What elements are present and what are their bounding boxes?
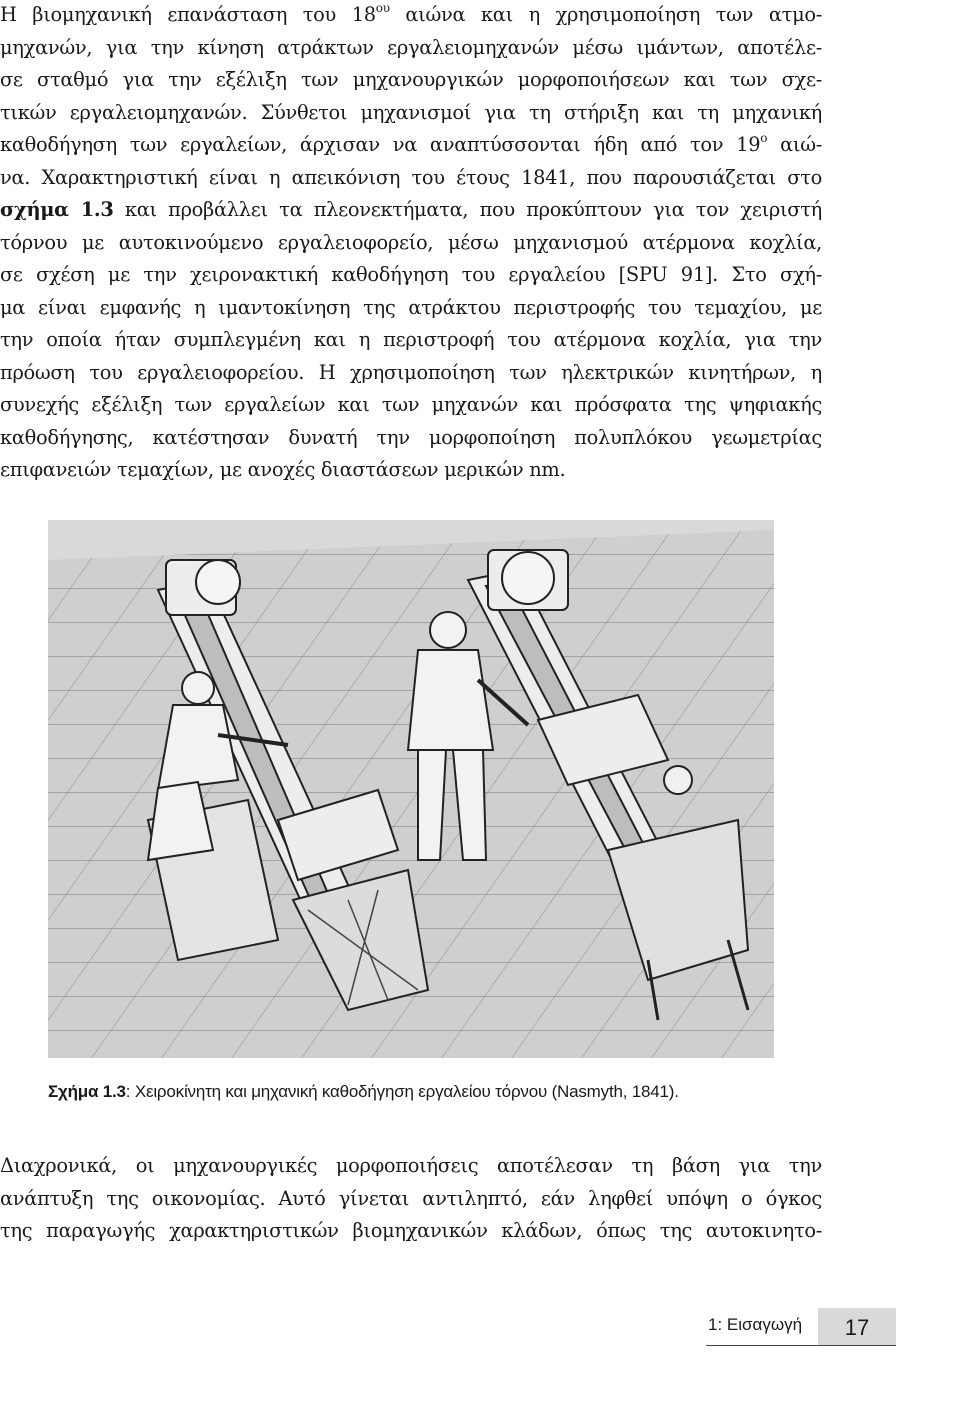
- text-line: συνεχής εξέλιξη των εργαλείων και των μηχανών και πρόσφατα της ψηφιακής: [0, 393, 822, 416]
- superscript: ου: [375, 0, 390, 15]
- text-line: σε σχέση με την χειρονακτική καθοδήγηση του εργαλείου [SPU 91]. Στο σχή-: [0, 263, 822, 286]
- text-line: τόρνου με αυτοκινούμενο εργαλειοφορείο, μέσω μηχανισμού ατέρμονα κοχλία,: [0, 230, 822, 254]
- intro-paragraph: [0, 0, 822, 487]
- text-line: Διαχρονικά, οι μηχανουργικές μορφοποιήσεις αποτέλεσαν τη βάση για την: [0, 1154, 822, 1177]
- text-line: πρόωση του εργαλειοφορείου. Η χρησιμοποίηση των ηλεκτρικών κινητήρων, η: [0, 360, 822, 384]
- text-line: καθοδήγησης, κατέστησαν δυνατή την μορφοποίηση πολυπλόκου γεωμετρίας: [0, 425, 822, 449]
- second-paragraph: [0, 1150, 822, 1248]
- text-line: σε σταθμό για την εξέλιξη των μηχανουργικών μορφοποιήσεων και των σχε-: [0, 68, 822, 91]
- lathe-illustration: [48, 520, 774, 1058]
- lathe-drawing: [48, 520, 774, 1058]
- figure-caption: [48, 1082, 868, 1102]
- text-line: ανάπτυξη της οικονομίας. Αυτό γίνεται αντιληπτό, εάν ληφθεί υπόψη ο όγκος: [0, 1186, 822, 1210]
- text-line: μηχανών, για την κίνηση ατράκτων εργαλειομηχανών μέσω ιμάντων, αποτέλε-: [0, 35, 822, 59]
- text-line: μα είναι εμφανής η ιμαντοκίνηση της ατράκτου περιστροφής του τεμαχίου, με: [0, 295, 822, 319]
- text-line: να. Χαρακτηριστική είναι η απεικόνιση του έτους 1841, που παρουσιάζεται στο: [0, 165, 822, 189]
- text-line: την οποία ήταν συμπλεγμένη και η περιστροφή του ατέρμονα κοχλία, για την: [0, 328, 822, 351]
- text-line: σχήμα 1.3 και προβάλλει τα πλεονεκτήματα, που προκύπτουν για τον χειριστή: [0, 198, 822, 221]
- figure-reference: σχήμα 1.3: [0, 198, 114, 221]
- text-line: τικών εργαλειομηχανών. Σύνθετοι μηχανισμοί για τη στήριξη και τη μηχανική: [0, 100, 822, 124]
- text-line: καθοδήγηση των εργαλείων, άρχισαν να αναπτύσσονται ήδη από τον $19^o$ αιώ-: [0, 130, 822, 156]
- page-number: 17: [844, 1315, 870, 1340]
- footer-rule: [706, 1345, 896, 1346]
- superscript: ο: [760, 130, 768, 145]
- text-line: Η βιομηχανική επανάσταση του $18^{o\upsilon}$ αιώνα και η χρησιμοποίηση των ατμο-: [0, 0, 823, 26]
- chapter-label: 1: Εισαγωγή: [708, 1315, 803, 1334]
- caption-text: : Χειροκίνητη και μηχανική καθοδήγηση εργαλείου τόρνου (Nasmyth, 1841).: [125, 1082, 679, 1101]
- caption-label: Σχήμα 1.3: [48, 1082, 126, 1101]
- text-line: επιφανειών τεμαχίων, με ανοχές διαστάσεων μερικών nm.: [0, 458, 566, 481]
- text-line: της παραγωγής χαρακτηριστικών βιομηχανικών κλάδων, όπως της αυτοκινητο-: [0, 1219, 822, 1242]
